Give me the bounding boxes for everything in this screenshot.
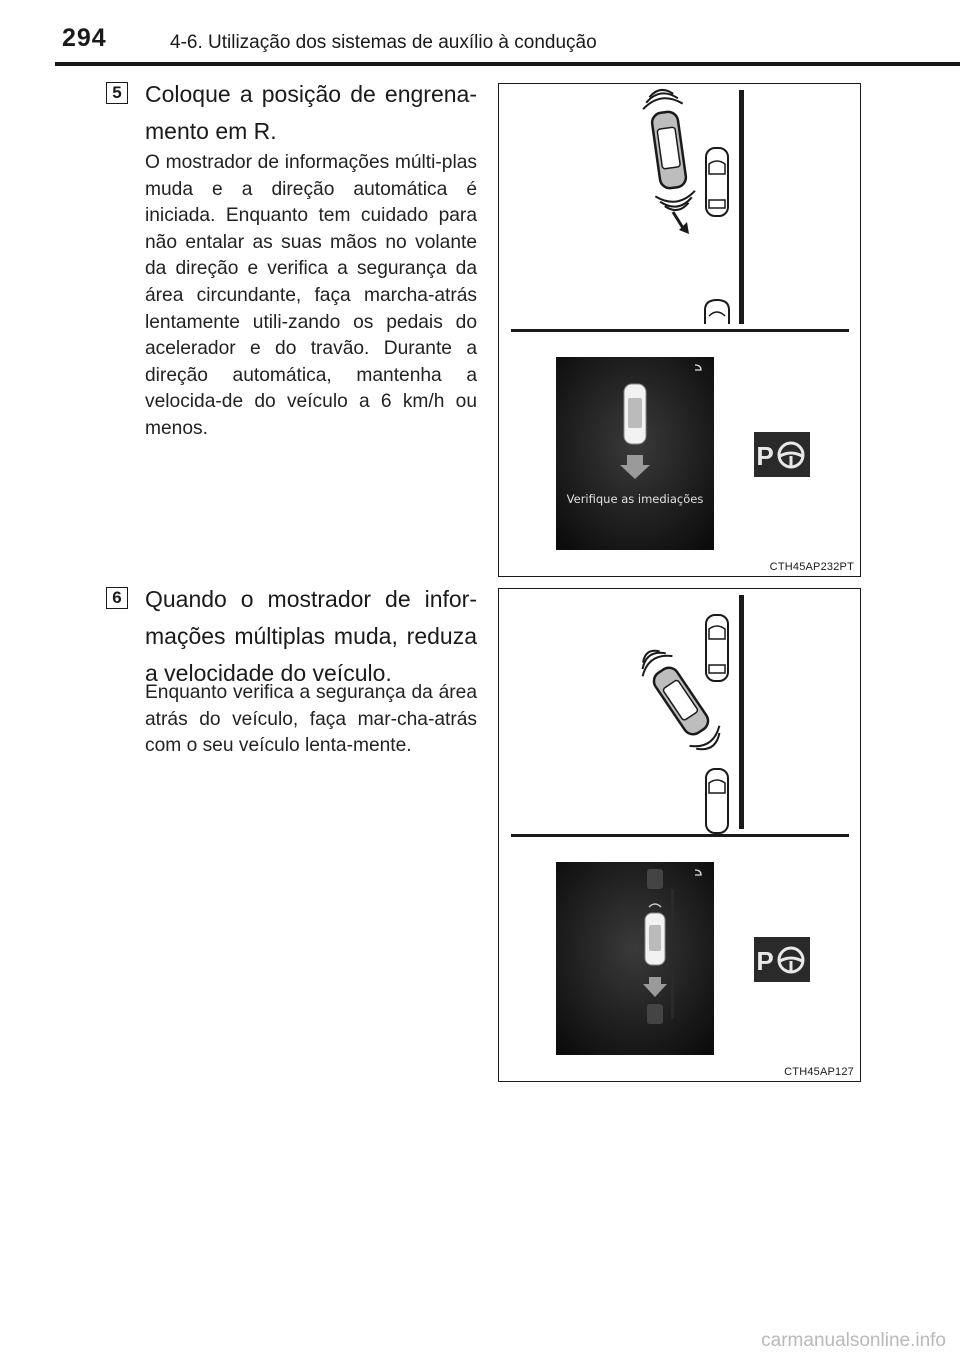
parking-diagram xyxy=(499,589,862,1083)
page-number: 294 xyxy=(62,24,107,52)
parking-assist-indicator-icon xyxy=(754,937,810,982)
figure-divider xyxy=(511,834,849,837)
screen-vehicle-icon xyxy=(624,384,646,444)
step-number-badge: 6 xyxy=(106,587,128,609)
illustration-step-5 xyxy=(498,83,861,577)
figure-divider xyxy=(511,329,849,332)
step-heading: Coloque a posição de engrena-mento em R. xyxy=(145,81,477,144)
indicator-letter: P xyxy=(756,946,774,976)
screen-caption: Verifique as imediações xyxy=(566,492,704,506)
step-body: O mostrador de informações múlti-plas muda e a direção automática é iniciada. Enquanto tem cuidado para não entalar as suas mãos no volante da direção e verifica a segurança da área circundante, faça marcha-atrás lentamente utili-zando os pedais do acelerador e do travão. Durante a direção automática, mantenha a velocida-de do veículo a 6 km/h ou menos. xyxy=(145,152,477,439)
own-vehicle-icon xyxy=(641,87,697,212)
step-number-badge: 5 xyxy=(106,82,128,104)
parked-car-icon xyxy=(705,300,729,324)
multi-info-display xyxy=(556,862,714,1055)
curb-line xyxy=(739,90,744,324)
header-rule xyxy=(55,62,960,66)
curb-line xyxy=(739,595,744,829)
reverse-arrow-icon xyxy=(673,212,689,234)
parked-car-icon xyxy=(706,615,728,681)
step-heading: Quando o mostrador de infor-mações múltiplas muda, reduza a velocidade do veículo. xyxy=(145,586,477,686)
screen-vehicle-icon xyxy=(645,913,665,965)
illustration-step-6 xyxy=(498,588,861,1082)
indicator-letter: P xyxy=(756,441,774,471)
section-title: 4-6. Utilização dos sistemas de auxílio à condução xyxy=(170,32,597,53)
multi-info-display xyxy=(556,357,714,550)
figure-code: CTH45AP127 xyxy=(784,1066,854,1078)
screen-parked-car-icon xyxy=(647,1004,663,1024)
parking-assist-indicator-icon xyxy=(754,432,810,477)
parked-car-icon xyxy=(706,148,728,216)
parked-car-icon xyxy=(706,769,728,833)
parking-diagram xyxy=(499,84,862,578)
watermark: carmanualsonline.info xyxy=(761,1330,946,1351)
figure-code: CTH45AP232PT xyxy=(769,561,854,573)
step-body: Enquanto verifica a segurança da área atrás do veículo, faça mar-cha-atrás com o seu veículo lenta-mente. xyxy=(145,682,477,757)
screen-parked-car-icon xyxy=(647,869,663,889)
